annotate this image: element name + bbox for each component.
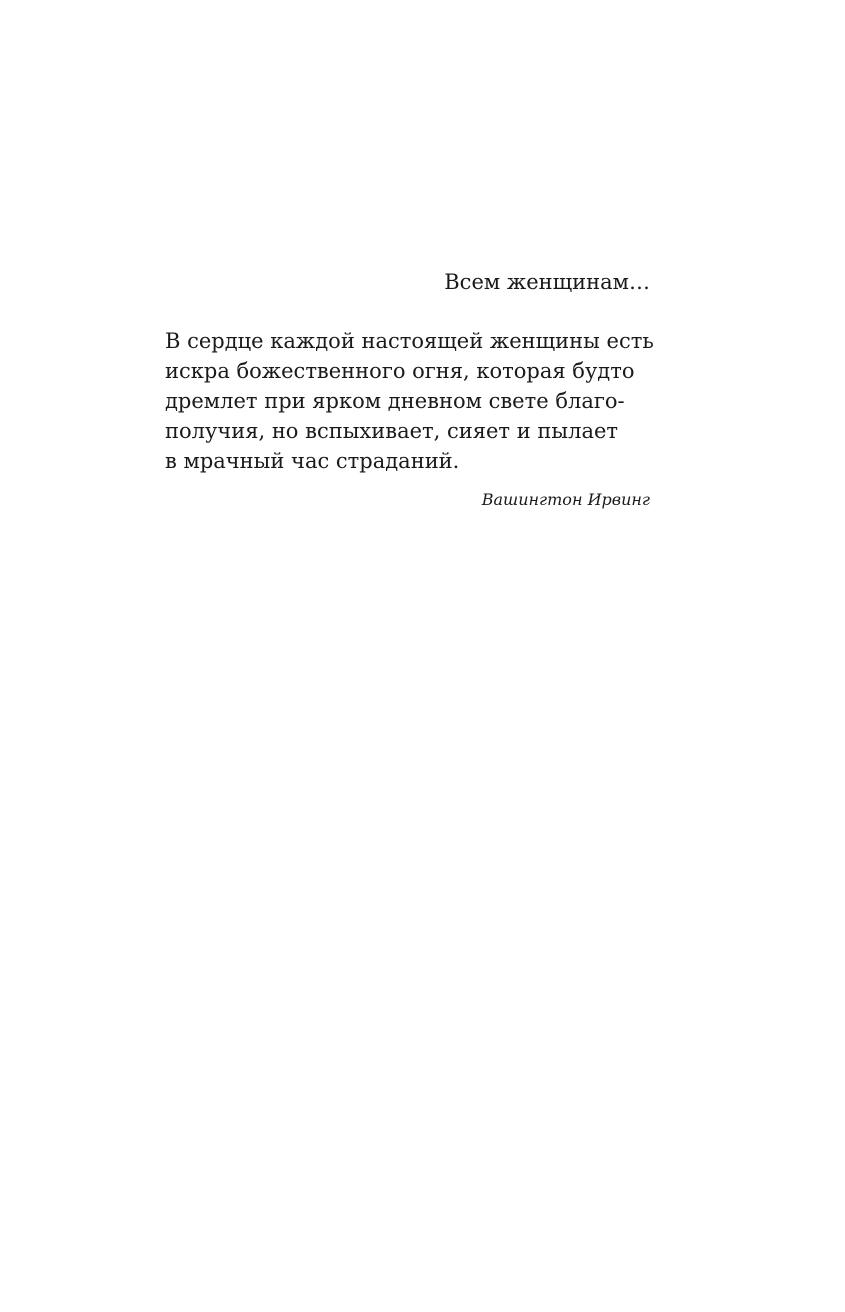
quote-line: получия, но вспыхивает, сияет и пылает bbox=[165, 419, 619, 443]
quote-line: в мрачный час страданий. bbox=[165, 449, 460, 473]
quote-line: В сердце каждой настоящей женщины есть bbox=[165, 329, 654, 353]
epigraph-quote bbox=[165, 326, 655, 476]
quote-line: искра божественного огня, которая будто bbox=[165, 359, 635, 383]
quote-line: дремлет при ярком дневном свете благо- bbox=[165, 389, 625, 413]
dedication: Всем женщинам… bbox=[444, 270, 650, 294]
epigraph-author: Вашингтон Ирвинг bbox=[481, 490, 650, 509]
